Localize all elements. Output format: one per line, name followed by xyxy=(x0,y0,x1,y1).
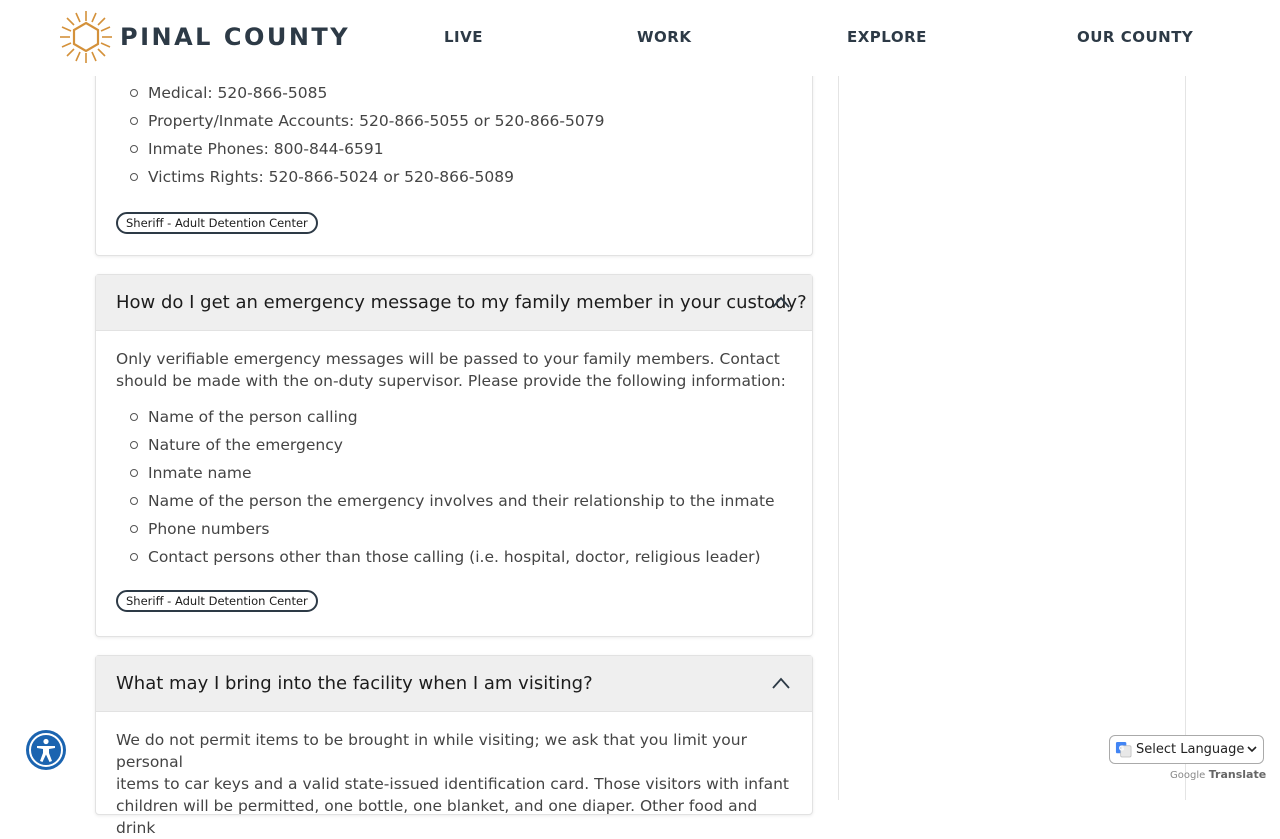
list-item: Name of the person calling xyxy=(116,403,792,431)
list-item: Phone numbers xyxy=(116,515,792,543)
contact-list xyxy=(116,79,792,191)
nav-work[interactable]: WORK xyxy=(637,28,692,46)
sidebar-divider-right xyxy=(1185,76,1186,800)
faq-question-visiting[interactable] xyxy=(96,656,812,712)
logo-text: PINAL COUNTY xyxy=(120,23,351,51)
list-item: Nature of the emergency xyxy=(116,431,792,459)
faq-question-text: How do I get an emergency message to my family member in your custody? xyxy=(116,292,807,313)
category-tag[interactable]: Sheriff - Adult Detention Center xyxy=(116,590,318,612)
accessibility-button[interactable] xyxy=(26,730,66,770)
faq-card-emergency xyxy=(95,274,813,637)
svg-text:G: G xyxy=(1118,744,1125,753)
faq-question-text: What may I bring into the facility when I am visiting? xyxy=(116,673,593,694)
list-item: Name of the person the emergency involves and their relationship to the inmate xyxy=(116,487,792,515)
faq-question-emergency[interactable] xyxy=(96,275,812,331)
list-item: Contact persons other than those calling (i.e. hospital, doctor, religious leader) xyxy=(116,543,792,571)
list-item: Medical: 520-866-5085 xyxy=(116,79,792,107)
list-item: Inmate name xyxy=(116,459,792,487)
language-select[interactable] xyxy=(1109,735,1264,764)
main-nav xyxy=(0,28,1280,50)
category-tag[interactable]: Sheriff - Adult Detention Center xyxy=(116,212,318,234)
chevron-down-icon xyxy=(1247,745,1257,753)
faq-card-visiting xyxy=(95,655,813,837)
site-header xyxy=(0,0,1280,76)
chevron-up-icon xyxy=(772,295,790,309)
nav-our-county[interactable]: OUR COUNTY xyxy=(1077,28,1194,46)
chevron-up-icon xyxy=(772,676,790,690)
nav-live[interactable]: LIVE xyxy=(444,28,483,46)
list-item: Inmate Phones: 800-844-6591 xyxy=(116,135,792,163)
faq-answer-paragraph: Only verifiable emergency messages will be passed to your family members. Contact should be made with the on-duty supervisor. Please provide the following information: xyxy=(116,350,786,390)
faq-answer-paragraph: We do not permit items to be brought in while visiting; we ask that you limit your personal items to car keys and a valid state-issued identification card. Those visitors with infant children will be permitted, one bottle, one blanket, and one diaper. Other food and drink xyxy=(116,731,789,837)
language-select-label: Select Language xyxy=(1136,742,1245,757)
emergency-info-list xyxy=(116,403,792,571)
nav-explore[interactable]: EXPLORE xyxy=(847,28,927,46)
google-translate-icon xyxy=(1115,741,1132,758)
list-item: Property/Inmate Accounts: 520-866-5055 or 520-866-5079 xyxy=(116,107,792,135)
powered-by-google-translate[interactable]: Google Translate xyxy=(1170,768,1267,781)
accessibility-icon xyxy=(26,730,66,770)
list-item: Victims Rights: 520-866-5024 or 520-866-5089 xyxy=(116,163,792,191)
sidebar-divider-left xyxy=(838,76,839,800)
